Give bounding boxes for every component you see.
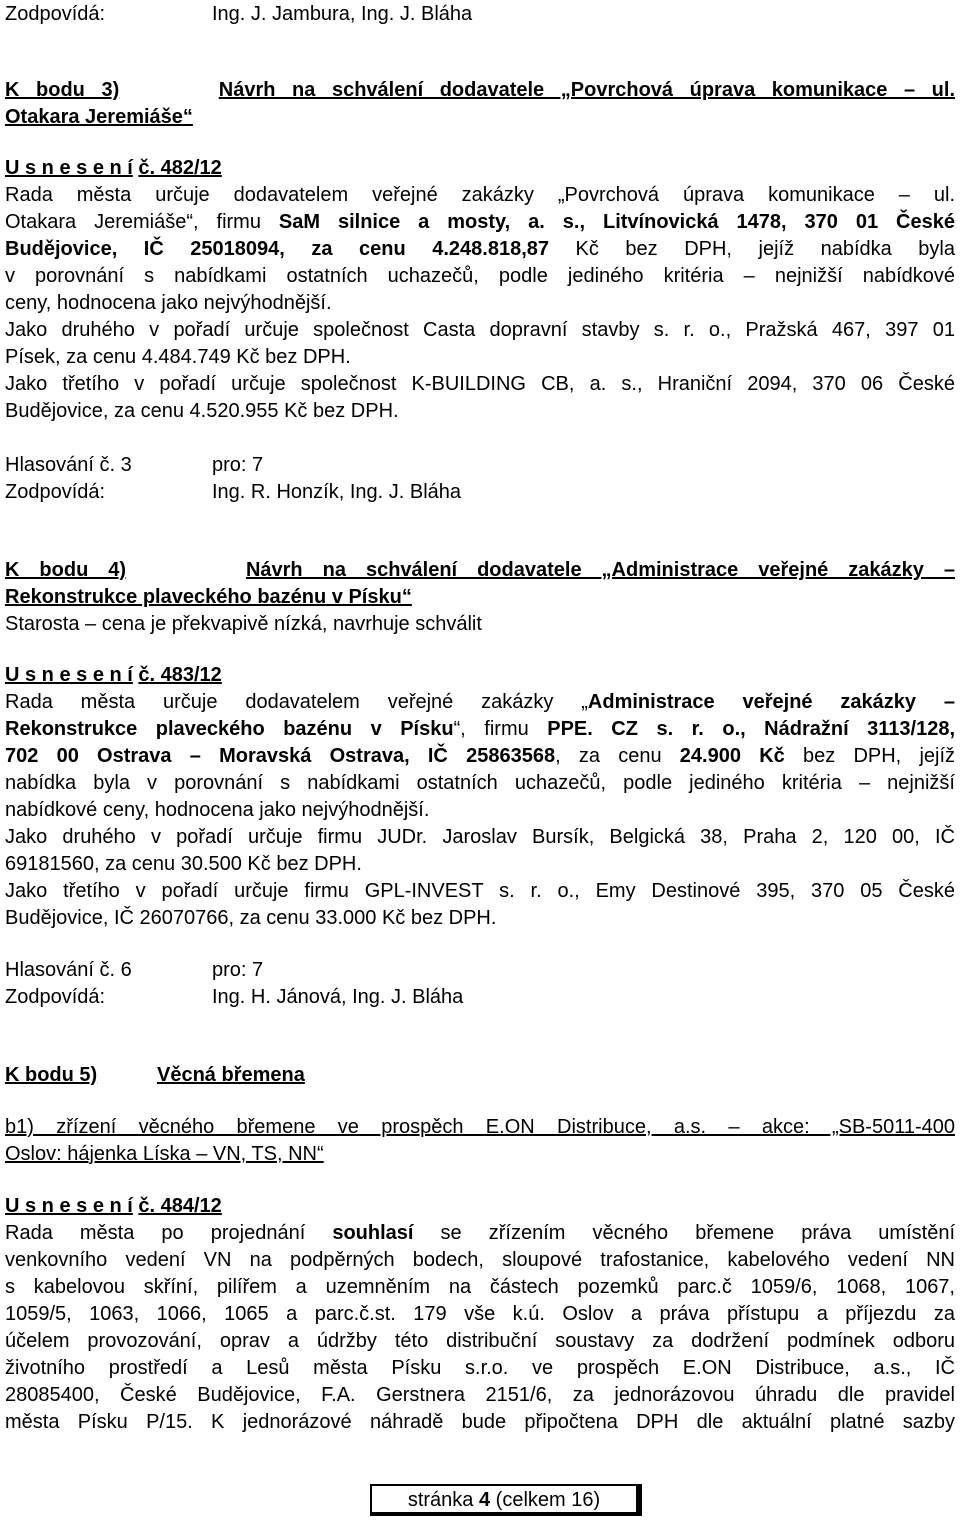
- item5-subheading-cont: [5, 1141, 955, 1167]
- text: nabídkové ceny, hodnocena jako nejvýhodnější.: [5, 799, 430, 821]
- page-total: (celkem 16): [490, 1489, 601, 1511]
- item5-text-8: [5, 1409, 955, 1435]
- item5-text-6: [5, 1355, 955, 1381]
- text: Budějovice, za cenu 4.520.955 Kč bez DPH.: [5, 400, 399, 422]
- responsible-value: Ing. H. Jánová, Ing. J. Bláha: [212, 986, 464, 1008]
- text: Otakara Jeremiáše“, firmu: [5, 211, 279, 233]
- page-prefix: stránka: [407, 1489, 479, 1511]
- item4-responsible: [5, 984, 955, 1010]
- header-responsible: [5, 1, 955, 27]
- item4-label: K bodu 4): [5, 559, 127, 581]
- subitem-title: b1) zřízení věcného břemene ve prospěch E.ON Distribuce, a.s. – akce: „SB-5011-400: [5, 1116, 955, 1138]
- decision-verb: souhlasí: [332, 1222, 414, 1244]
- item5-text-7: [5, 1382, 955, 1408]
- item4-text-8: [5, 878, 955, 904]
- item3-vote: [5, 452, 955, 478]
- item5-text-4: [5, 1301, 955, 1327]
- item3-text-8: [5, 371, 955, 397]
- text: bez DPH, jejíž: [784, 745, 956, 767]
- item5-text-3: [5, 1274, 955, 1300]
- resolution-label: U s n e s e n í: [5, 1195, 133, 1217]
- item4-text-3: [5, 743, 955, 769]
- firm-name: PPE. CZ s. r. o., Nádražní 3113/128,: [547, 718, 956, 740]
- text: města Písku P/15. K jednorázové náhradě bude připočtena DPH dle aktuální platné sazby: [5, 1411, 955, 1433]
- resolution-number: č. 482/12: [138, 157, 222, 179]
- responsible-value: Ing. R. Honzík, Ing. J. Bláha: [212, 481, 462, 503]
- page-number-box: [370, 1484, 642, 1516]
- subitem-title-cont: Oslov: hájenka Líska – VN, TS, NN“: [5, 1143, 324, 1165]
- item5-label: K bodu 5): [5, 1064, 98, 1086]
- text: Jako třetího v pořadí určuje firmu GPL-INVEST s. r. o., Emy Destinové 395, 370 05 České: [5, 880, 955, 902]
- text: 28085400, České Budějovice, F.A. Gerstnera 2151/6, za jednorázovou úhradu dle pravidel: [5, 1384, 955, 1406]
- item3-responsible: [5, 479, 955, 505]
- text: Kč bez DPH, jejíž nabídka byla: [549, 238, 955, 260]
- item4-vote: [5, 957, 955, 983]
- item4-text-7: [5, 851, 955, 877]
- text: Rada města určuje dodavatelem veřejné zakázky „: [5, 691, 588, 713]
- item3-label: K bodu 3): [5, 79, 120, 101]
- vote-label: Hlasování č. 6: [5, 959, 132, 981]
- item3-text-5: [5, 290, 955, 316]
- mayor-note: Starosta – cena je překvapivě nízká, navrhuje schválit: [5, 613, 482, 635]
- resolution-number: č. 484/12: [138, 1195, 222, 1217]
- resolution-number: č. 483/12: [138, 664, 222, 686]
- item3-text-3: [5, 236, 955, 262]
- text: Písek, za cenu 4.484.749 Kč bez DPH.: [5, 346, 351, 368]
- contract-name: Administrace veřejné zakázky –: [587, 691, 955, 713]
- text: Jako třetího v pořadí určuje společnost K-BUILDING CB, a. s., Hraniční 2094, 370 06 České: [5, 373, 955, 395]
- item4-text-9: [5, 905, 955, 931]
- item4-heading: [5, 557, 955, 583]
- item4-text-1: [5, 689, 955, 715]
- text: se zřízením věcného břemene práva umístění: [413, 1222, 955, 1244]
- text: účelem provozování, oprav a údržby této distribuční soustavy za dodržení podmínek odboru: [5, 1330, 955, 1352]
- item3-title-cont: Otakara Jeremiáše“: [5, 106, 193, 128]
- resolution-483: [5, 662, 955, 688]
- text: 69181560, za cenu 30.500 Kč bez DPH.: [5, 853, 362, 875]
- item5-text-5: [5, 1328, 955, 1354]
- text: ceny, hodnocena jako nejvýhodnější.: [5, 292, 332, 314]
- item5-heading: [5, 1062, 955, 1088]
- item3-text-4: [5, 263, 955, 289]
- item3-title: Návrh na schválení dodavatele „Povrchová úprava komunikace – ul.: [218, 79, 955, 101]
- text: s kabelovou skříní, pilířem a uzemněním na částech pozemků parc.č 1059/6, 1068, 1067,: [5, 1276, 955, 1298]
- vote-value: pro: 7: [212, 959, 264, 981]
- text: Budějovice, IČ 26070766, za cenu 33.000 Kč bez DPH.: [5, 907, 497, 929]
- text: Jako druhého v pořadí určuje firmu JUDr. Jaroslav Bursík, Belgická 38, Praha 2, 120 00, IČ: [5, 826, 955, 848]
- firm-price: Budějovice, IČ 25018094, za cenu 4.248.818,87: [5, 238, 550, 260]
- text: v porovnání s nabídkami ostatních uchazečů, podle jediného kritéria – nejnižší nabídkové: [5, 265, 955, 287]
- vote-label: Hlasování č. 3: [5, 454, 132, 476]
- text: Rada města určuje dodavatelem veřejné zakázky „Povrchová úprava komunikace – ul.: [5, 184, 955, 206]
- item3-text-6: [5, 317, 955, 343]
- page-number: 4: [479, 1489, 491, 1511]
- item4-title-cont: Rekonstrukce plaveckého bazénu v Písku“: [5, 586, 412, 608]
- item3-heading-cont: [5, 104, 955, 130]
- text: 1059/5, 1063, 1066, 1065 a parc.č.st. 179 vše k.ú. Oslov a práva přístupu a příjezdu za: [5, 1303, 955, 1325]
- responsible-label: Zodpovídá:: [5, 481, 106, 503]
- firm-address: 702 00 Ostrava – Moravská Ostrava, IČ 25863568: [5, 745, 556, 767]
- item4-text-5: [5, 797, 955, 823]
- text: životního prostředí a Lesů města Písku s.r.o. ve prospěch E.ON Distribuce, a.s., IČ: [5, 1357, 955, 1379]
- item3-text-9: [5, 398, 955, 424]
- responsible-label: Zodpovídá:: [5, 3, 106, 25]
- responsible-value: Ing. J. Jambura, Ing. J. Bláha: [212, 3, 473, 25]
- item3-text-2: [5, 209, 955, 235]
- contract-name-cont: Rekonstrukce plaveckého bazénu v Písku: [5, 718, 454, 740]
- resolution-label: U s n e s e n í: [5, 664, 133, 686]
- resolution-482: [5, 155, 955, 181]
- item4-text-4: [5, 770, 955, 796]
- text: Rada města po projednání: [5, 1222, 333, 1244]
- item5-text-2: [5, 1247, 955, 1273]
- vote-value: pro: 7: [212, 454, 264, 476]
- item4-text-6: [5, 824, 955, 850]
- text: “, firmu: [453, 718, 548, 740]
- resolution-484: [5, 1193, 955, 1219]
- resolution-label: U s n e s e n í: [5, 157, 133, 179]
- firm-name: SaM silnice a mosty, a. s., Litvínovická 1478, 370 01 České: [278, 211, 955, 233]
- item5-text-1: [5, 1220, 955, 1246]
- item3-text-7: [5, 344, 955, 370]
- responsible-label: Zodpovídá:: [5, 986, 106, 1008]
- item4-heading-cont: [5, 584, 955, 610]
- item3-heading: [5, 77, 955, 103]
- firm-price: 24.900 Kč: [679, 745, 785, 767]
- text: , za cenu: [555, 745, 680, 767]
- text: venkovního vedení VN na podpěrných bodech, sloupové trafostanice, kabelového vedení NN: [5, 1249, 955, 1271]
- item4-note: [5, 611, 955, 637]
- item5-subheading: [5, 1114, 955, 1140]
- item5-title: Věcná břemena: [157, 1064, 305, 1086]
- text: nabídka byla v porovnání s nabídkami ostatních uchazečů, podle jediného kritéria – nejnižší: [5, 772, 955, 794]
- text: Jako druhého v pořadí určuje společnost Casta dopravní stavby s. r. o., Pražská 467, 397 01: [5, 319, 955, 341]
- item3-text-1: [5, 182, 955, 208]
- item4-title: Návrh na schválení dodavatele „Administrace veřejné zakázky –: [245, 559, 955, 581]
- item4-text-2: [5, 716, 955, 742]
